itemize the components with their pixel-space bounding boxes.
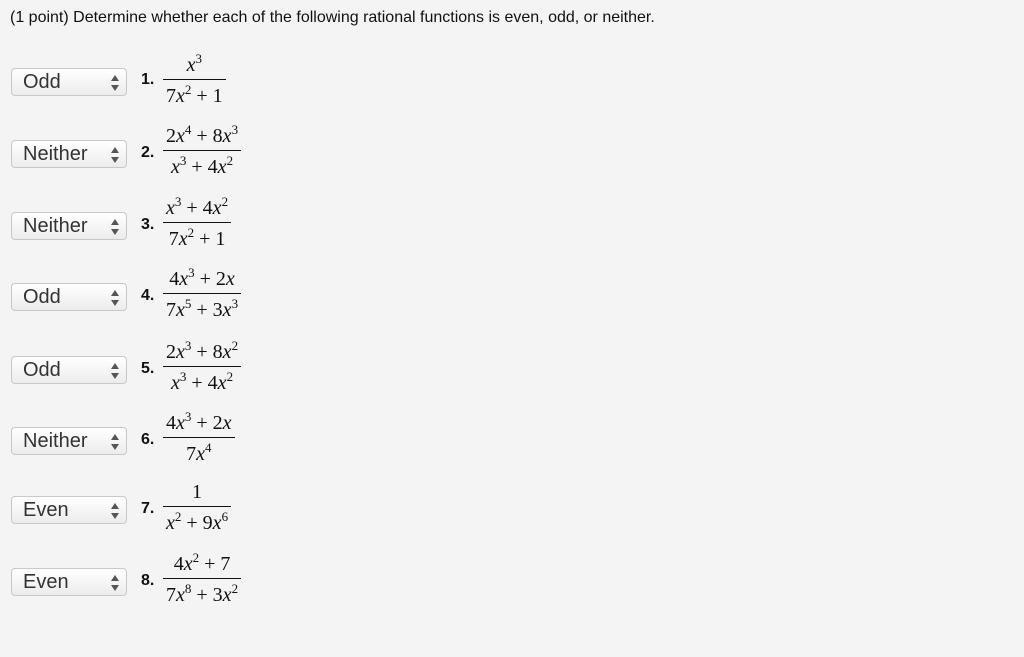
denominator: $7x^8 + 3x^2$ [166, 581, 239, 606]
numerator: $x^3 + 4x^2$ [166, 194, 229, 219]
denominator: $x^3 + 4x^2$ [171, 369, 234, 394]
answer-select-1[interactable] [11, 68, 127, 96]
problem-row-3 [0, 196, 400, 256]
problem-row-6 [0, 411, 400, 471]
rational-function-3 [163, 196, 231, 251]
rational-function-7 [163, 480, 231, 535]
answer-select-value: Neither [23, 430, 88, 452]
problem-row-7 [0, 480, 400, 540]
answer-select-value: Odd [23, 71, 61, 93]
answer-select-7[interactable] [11, 496, 127, 524]
fraction-bar [163, 79, 226, 80]
up-down-arrows-icon [110, 218, 120, 236]
answer-select-value: Neither [23, 143, 88, 165]
answer-select-value: Even [23, 571, 69, 593]
rational-function-1 [163, 53, 226, 108]
up-down-arrows-icon [110, 574, 120, 592]
rational-function-5 [163, 340, 241, 395]
numerator: $4x^2 + 7$ [173, 550, 231, 575]
up-down-arrows-icon [110, 433, 120, 451]
problem-row-5 [0, 340, 400, 400]
numerator: $4x^3 + 2x$ [169, 265, 235, 290]
problem-number: 1. [141, 71, 155, 88]
problem-number: 8. [141, 572, 155, 589]
question-prompt: (1 point) Determine whether each of the following rational functions is even, odd, or neither. [10, 9, 655, 26]
rational-function-4 [163, 267, 241, 322]
problem-number: 7. [141, 500, 155, 517]
denominator: $7x^5 + 3x^3$ [166, 296, 239, 321]
denominator: $7x^2 + 1$ [168, 225, 226, 250]
up-down-arrows-icon [110, 74, 120, 92]
fraction-bar [163, 578, 241, 579]
answer-select-value: Neither [23, 215, 88, 237]
problem-number: 2. [141, 144, 155, 161]
rational-function-2 [163, 124, 241, 179]
problem-row-4 [0, 267, 400, 327]
denominator: $x^2 + 9x^6$ [166, 509, 229, 534]
fraction-bar [163, 506, 231, 507]
fraction-bar [163, 437, 235, 438]
problem-row-8 [0, 552, 400, 612]
denominator: $7x^2 + 1$ [166, 82, 223, 107]
up-down-arrows-icon [110, 502, 120, 520]
fraction-bar [163, 150, 241, 151]
up-down-arrows-icon [110, 289, 120, 307]
rational-function-8 [163, 552, 241, 607]
numerator: $4x^3 + 2x$ [166, 409, 232, 434]
up-down-arrows-icon [110, 362, 120, 380]
answer-select-8[interactable] [11, 568, 127, 596]
numerator: $2x^4 + 8x^3$ [166, 122, 239, 147]
answer-select-4[interactable] [11, 283, 127, 311]
answer-select-value: Odd [23, 286, 61, 308]
numerator: $2x^3 + 8x^2$ [166, 338, 239, 363]
fraction-bar [163, 222, 231, 223]
rational-function-6 [163, 411, 235, 466]
answer-select-5[interactable] [11, 356, 127, 384]
denominator: $x^3 + 4x^2$ [171, 153, 234, 178]
answer-select-value: Even [23, 499, 69, 521]
answer-select-3[interactable] [11, 212, 127, 240]
answer-select-value: Odd [23, 359, 61, 381]
answer-select-2[interactable] [11, 140, 127, 168]
problem-number: 3. [141, 216, 155, 233]
problem-number: 4. [141, 287, 155, 304]
numerator: 1 [192, 481, 203, 503]
fraction-bar [163, 293, 241, 294]
problem-number: 5. [141, 360, 155, 377]
problem-number: 6. [141, 431, 155, 448]
numerator: $x^3$ [186, 51, 203, 76]
denominator: $7x^4$ [186, 440, 212, 465]
answer-select-6[interactable] [11, 427, 127, 455]
problem-row-2 [0, 124, 400, 184]
up-down-arrows-icon [110, 146, 120, 164]
problem-row-1 [0, 53, 400, 113]
fraction-bar [163, 366, 241, 367]
